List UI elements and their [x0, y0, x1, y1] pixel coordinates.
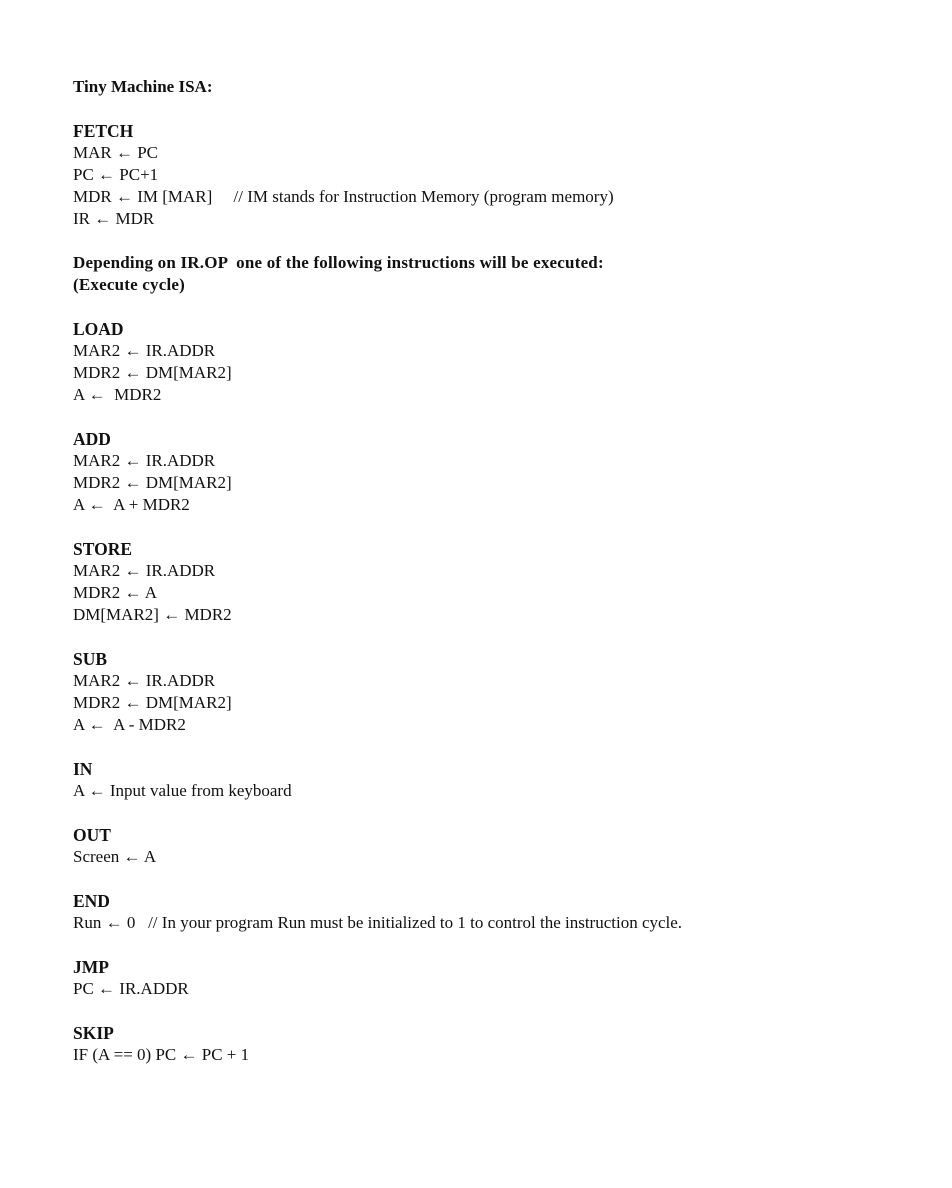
- section-sub: [73, 648, 913, 736]
- add-line: MAR2 ← IR.ADDR: [73, 451, 216, 470]
- document-page: [73, 76, 913, 1088]
- end-heading: END: [73, 891, 110, 911]
- skip-heading: SKIP: [73, 1023, 114, 1043]
- section-store: [73, 538, 913, 626]
- load-line: MAR2 ← IR.ADDR: [73, 341, 216, 360]
- load-heading: LOAD: [73, 319, 124, 339]
- execute-note-line: (Execute cycle): [73, 275, 186, 294]
- jmp-heading: JMP: [73, 957, 109, 977]
- sub-line: A ← A - MDR2: [73, 715, 186, 734]
- jmp-line: PC ← IR.ADDR: [73, 979, 189, 998]
- in-heading: IN: [73, 759, 93, 779]
- fetch-line: PC ← PC+1: [73, 165, 159, 184]
- end-line: Run ← 0 // In your program Run must be initialized to 1 to control the instruction cycle.: [73, 913, 683, 932]
- section-add: [73, 428, 913, 516]
- load-line: A ← MDR2: [73, 385, 162, 404]
- add-line: MDR2 ← DM[MAR2]: [73, 473, 232, 492]
- section-load: [73, 318, 913, 406]
- skip-line: IF (A == 0) PC ← PC + 1: [73, 1045, 250, 1064]
- section-in: [73, 758, 913, 802]
- in-line: A ← Input value from keyboard: [73, 781, 292, 800]
- store-line: MAR2 ← IR.ADDR: [73, 561, 216, 580]
- store-line: MDR2 ← A: [73, 583, 158, 602]
- execute-note: [73, 252, 913, 296]
- execute-note-line: Depending on IR.OP one of the following instructions will be executed:: [73, 253, 604, 272]
- add-line: A ← A + MDR2: [73, 495, 190, 514]
- sub-heading: SUB: [73, 649, 108, 669]
- load-line: MDR2 ← DM[MAR2]: [73, 363, 232, 382]
- section-jmp: [73, 956, 913, 1000]
- fetch-line: IR ← MDR: [73, 209, 155, 228]
- document-title: Tiny Machine ISA:: [73, 77, 213, 96]
- out-heading: OUT: [73, 825, 111, 845]
- section-skip: [73, 1022, 913, 1066]
- section-end: [73, 890, 913, 934]
- section-out: [73, 824, 913, 868]
- fetch-line: MDR ← IM [MAR] // IM stands for Instruction Memory (program memory): [73, 187, 614, 206]
- store-heading: STORE: [73, 539, 133, 559]
- sub-line: MDR2 ← DM[MAR2]: [73, 693, 232, 712]
- sub-line: MAR2 ← IR.ADDR: [73, 671, 216, 690]
- fetch-line: MAR ← PC: [73, 143, 159, 162]
- add-heading: ADD: [73, 429, 111, 449]
- section-fetch: [73, 120, 913, 230]
- fetch-heading: FETCH: [73, 121, 134, 141]
- store-line: DM[MAR2] ← MDR2: [73, 605, 232, 624]
- out-line: Screen ← A: [73, 847, 157, 866]
